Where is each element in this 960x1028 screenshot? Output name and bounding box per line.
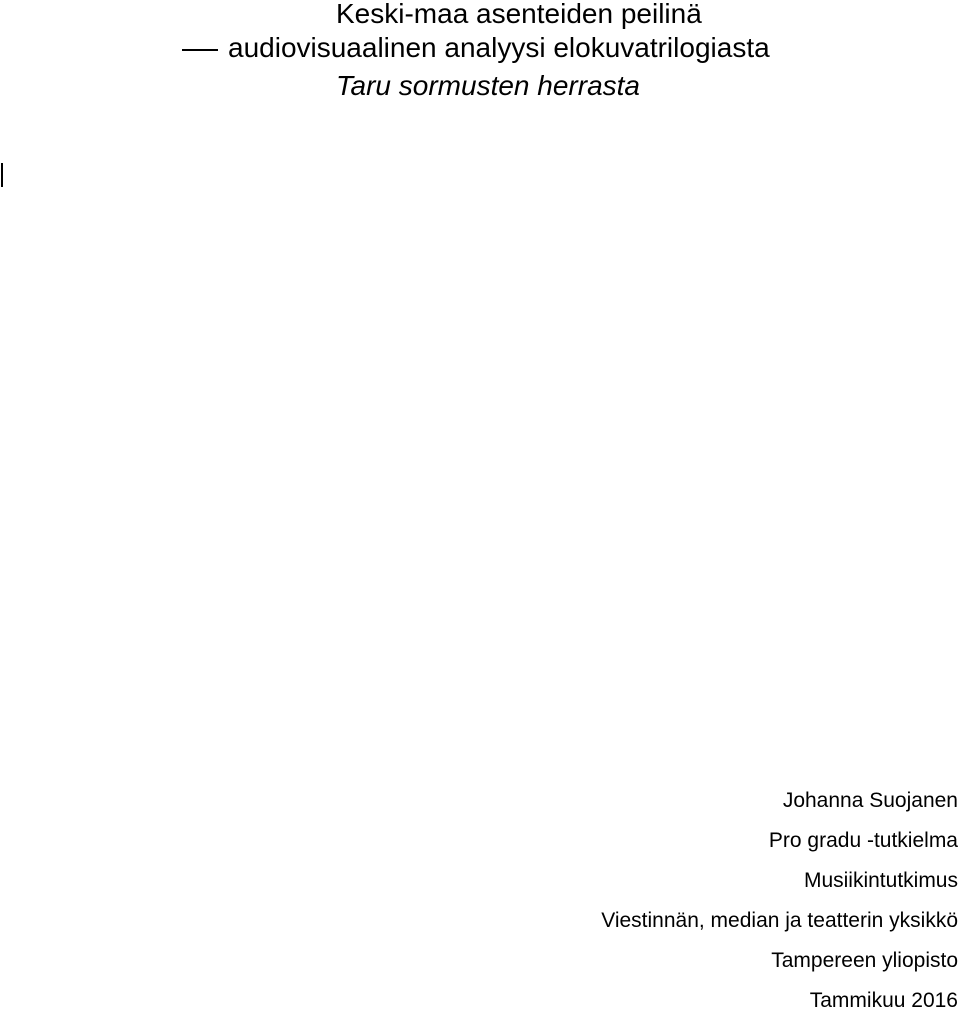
subject: Musiikintutkimus — [803, 869, 958, 892]
thesis-type: Pro gradu -tutkielma — [768, 829, 958, 852]
film-title: Taru sormusten herrasta — [336, 70, 640, 101]
academic-unit: Viestinnän, median ja teatterin yksikkö — [601, 909, 958, 932]
thesis-subtitle-line — [182, 31, 770, 65]
university: Tampereen yliopisto — [771, 949, 958, 972]
author-name: Johanna Suojanen — [782, 789, 958, 812]
text-cursor-mark — [1, 163, 3, 187]
author-info-block — [601, 788, 958, 1028]
thesis-title: Keski-maa asenteiden peilinä — [336, 0, 702, 29]
date: Tammikuu 2016 — [809, 989, 958, 1012]
thesis-subtitle: audiovisuaalinen analyysi elokuvatrilogiasta — [228, 32, 770, 63]
em-dash-rule — [182, 49, 218, 51]
